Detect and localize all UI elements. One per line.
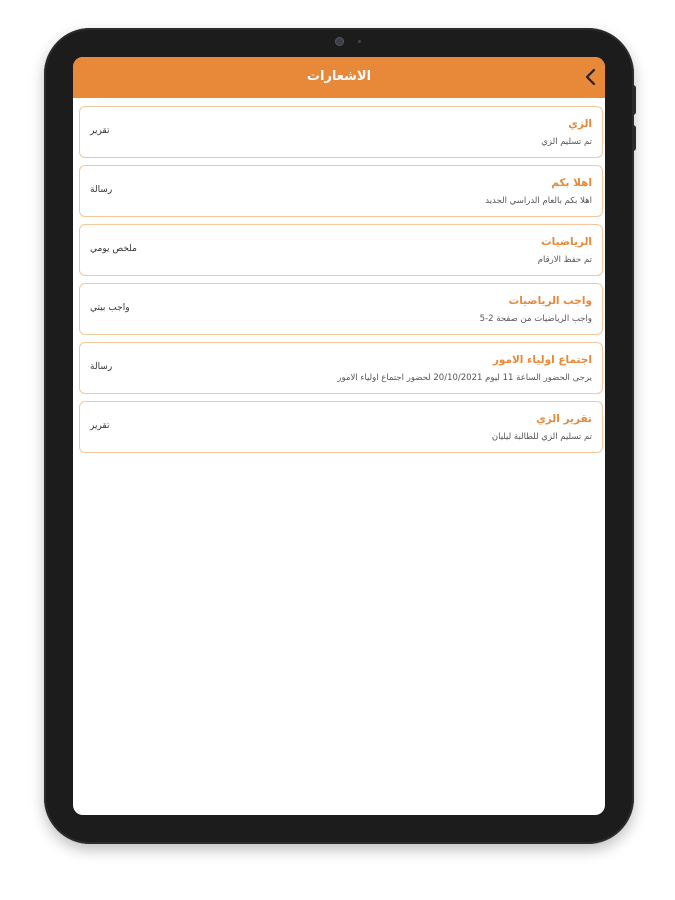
- notification-type: ملخص يومي: [90, 244, 137, 254]
- notification-type: رسالة: [90, 362, 113, 372]
- light-sensor: [358, 40, 361, 43]
- page-title: الاشعارات: [306, 69, 372, 84]
- front-camera: [335, 37, 344, 46]
- notification-body: يرجى الحضور الساعة 11 ليوم 20/10/2021 لحضور اجتماع اولياء الامور: [337, 373, 592, 383]
- notification-card[interactable]: [79, 224, 603, 276]
- app-screen: [73, 57, 605, 815]
- app-header: [73, 57, 605, 98]
- notification-type: تقرير: [90, 421, 110, 431]
- notifications-list: [79, 106, 603, 460]
- notification-body: تم تسليم الزي: [541, 137, 592, 147]
- notification-body: تم حفظ الارقام: [537, 255, 592, 265]
- notification-type: واجب بيتي: [90, 303, 130, 313]
- notification-title: اهلا بكم: [551, 177, 592, 189]
- notification-title: تقرير الزي: [536, 413, 592, 425]
- volume-up-button: [632, 85, 636, 115]
- notification-title: اجتماع اولياء الامور: [492, 354, 592, 366]
- chevron-left-icon[interactable]: [582, 67, 600, 87]
- notification-body: اهلا بكم بالعام الدراسي الجديد: [485, 196, 592, 206]
- notification-card[interactable]: [79, 342, 603, 394]
- notification-card[interactable]: [79, 401, 603, 453]
- notification-card[interactable]: [79, 106, 603, 158]
- notification-title: الزي: [568, 118, 592, 130]
- notification-type: رسالة: [90, 185, 113, 195]
- notification-title: الرياضيات: [541, 236, 592, 248]
- notification-body: تم تسليم الزي للطالبة ليليان: [491, 432, 592, 442]
- notification-type: تقرير: [90, 126, 110, 136]
- notification-title: واجب الرياضيات: [508, 295, 592, 307]
- notification-card[interactable]: [79, 283, 603, 335]
- notification-card[interactable]: [79, 165, 603, 217]
- notification-body: واجب الرياضيات من صفحة 2-5: [479, 314, 592, 324]
- volume-down-button: [632, 125, 636, 151]
